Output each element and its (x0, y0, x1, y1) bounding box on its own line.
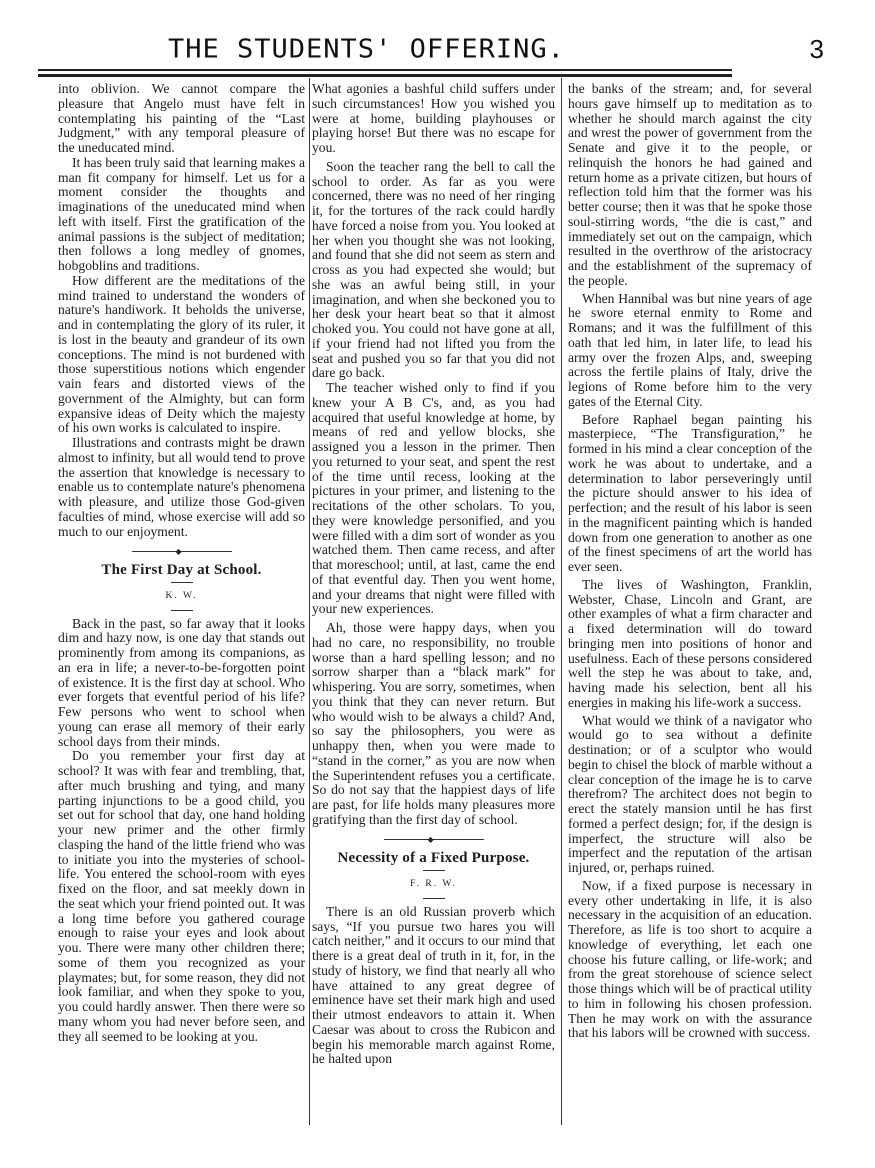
column-divider-2 (561, 78, 562, 1125)
paragraph: Now, if a fixed purpose is necessary in every other undertaking in life, it is also necessary in the acquisition of an education. Therefore, as life is too short to acquire a knowledge of everything, let each one choose his future calling, or life-work; and from the great storehouse of science select those things which will be of practical utility to him in following his chosen profession. Then he may work on with the assurance that his labors will be crowned with success. (568, 877, 812, 1041)
paragraph: Illustrations and contrasts might be drawn almost to infinity, but all would tend to prove the assertion that knowledge is necessary to enable us to contemplate nature's phenomena with pleasure, and utilize those God-given faculties of mind, whose exercise will add so much to our enjoyment. (58, 435, 305, 539)
header-rule-thin-right (290, 69, 732, 71)
paragraph: How different are the meditations of the mind trained to understand the wonders of nature's handiwork. It beholds the universe, and in contemplating the glory of its ruler, it is lost in the beauty and grandeur of its own conceptions. The mind is not burdened with those superstitious notions which engender vain fears and distorted views of the government of the Almighty, but can form expansive ideas of Deity which the majesty of his own works is calculated to inspire. (58, 272, 305, 436)
article-separator (312, 832, 555, 847)
paragraph: It has been truly said that learning makes a man fit company for himself. Let us for a moment consider the thoughts and imaginations of the uneducated mind when left with itself. First the gratification of the animal passions is the subject of meditation; then follows a long medley of gnomes, hobgoblins and traditions. (58, 154, 305, 273)
article-separator (58, 543, 305, 558)
ornament-rule-icon (132, 551, 232, 552)
paragraph: Ah, those were happy days, when you had no care, no responsibility, no trouble worse than a hard spelling lesson; and no sorrow sharper than a “black mark” for whispering. You are sorry, sometimes, when you think that they can never return. But who would wish to be always a child? And, so say the philosophers, you were as unhappy then, when you were made to “stand in the corner,” as you are now when the Superintendent refuses you a certificate. So do not say that the happiest days of life are past, for life holds many pleasures more gratifying than the first day of school. (312, 620, 555, 827)
article-title: The First Day at School. (101, 562, 262, 578)
paragraph: There is an old Russian proverb which says, “If you pursue two hares you will catch neither,” and it occurs to our mind that there is a great deal of truth in it, for, in the study of history, we find that nearly all who have attained to any great degree of eminence have set their mark high and used their utmost endeavors to attain it. When Caesar was about to cross the Rubicon and begin his memorable march against Rome, he halted upon (312, 903, 555, 1067)
paragraph: The lives of Washington, Franklin, Webster, Chase, Lincoln and Grant, are other examples of what a firm character and a fixed determination will do toward bringing men into positions of honor and usefulness. Each of these persons considered well the step he was about to take, and, having made his selection, bent all his energies in making his life-work a success. (568, 576, 812, 710)
paragraph: Do you remember your first day at school? It was with fear and trembling, that, after much brushing and tying, and many parting injunctions to be a good child, you set out for school that day, one hand holding your new primer and the other firmly clasping the hand of the little friend who was to initiate you into the mysteries of school-life. You entered the school-room with eyes fixed on the floor, and sat meekly down in the seat which your friend pointed out. It was a long time before you gathered courage enough to raise your eyes and look about you. There were many other children there; some of them you recognized as your playmates; but, for some reason, they did not look familiar, and when they spoke to you, you could hardly answer. Then there were so many whom you had never before seen, and they all seemed to be looking at you. (58, 748, 305, 1044)
paragraph: Back in the past, so far away that it looks dim and hazy now, is one day that stands out prominently from among its companions, as an era in life; a never-to-be-forgotten point of existence. It is the first day at school. Who ever forgets that eventful period of his life? Few persons who went to school when young can erase all memory of their early school days from their minds. (58, 615, 305, 749)
paragraph: The teacher wished only to find if you knew your A B C's, and, as you had acquired that useful knowledge at home, by means of red and yellow blocks, she assigned you a lesson in the primer. Then you returned to your seat, and spent the rest of the time until recess, looking at the pictures in your primer, and listening to the recitations of the other scholars. To you, they were knowledge personified, and you were filled with a dim sort of wonder as you watched them. Then came recess, and after that moreschool; until, at last, came the end of that eventful day. Then you went home, and your dreams that night were filled with your new experiences. (312, 380, 555, 617)
column-right (568, 82, 812, 1041)
paragraph: What agonies a bashful child suffers under such circumstances! How you wished you were at home, building playhouses or playing horse! But there was no escape for you. (312, 81, 555, 155)
ornament-rule-icon (384, 839, 484, 840)
column-middle (312, 82, 555, 1067)
header-rule-thick-right (290, 74, 732, 77)
short-rule (171, 582, 193, 583)
short-rule (171, 610, 193, 611)
page-number: 3 (809, 34, 824, 64)
short-rule (423, 898, 445, 899)
publication-title: THE STUDENTS' OFFERING. (168, 34, 565, 65)
paragraph: the banks of the stream; and, for several hours gave himself up to meditation as to whether he should march against the city and wrest the power of government from the Senate and give it to the people, or relinquish the honors he had gained and return home as a private citizen, but hours of reflection told him that the former was his better course; then it was that he spoke those soul-stirring words, “the die is cast,” and immediately set out on the campaign, which resulted in the overthrow of the aristocracy and the establishment of the supremacy of the people. (568, 81, 812, 288)
column-divider-1 (309, 78, 310, 1125)
article-title: Necessity of a Fixed Purpose. (337, 850, 530, 867)
byline: K. W. (165, 590, 198, 601)
paragraph: When Hannibal was but nine years of age he swore eternal enmity to Rome and Romans; and it was the fulfillment of this oath that led him, in later life, to lead his army over the frozen Alps, and, sweeping across the fertile plains of Italy, drive the legions of Rome before him to the very gates of the Eternal City. (568, 290, 812, 409)
short-rule (423, 870, 445, 871)
paragraph: Soon the teacher rang the bell to call the school to order. As far as you were concerned, there was no need of her ringing it, for the tortures of the rack could hardly have forced a noise from you. You looked at her when you thought she was not looking, and found that she did not seem as stern and cross as you had expected she would; but she was an awful being still, in your imagination, and when she beckoned you to her desk your heart beat so that it almost choked you. You could not have gone at all, if your friend had not lifted you from the seat and pushed you so far that you did not dare go back. (312, 158, 555, 381)
masthead (96, 32, 824, 68)
column-left (58, 82, 305, 1044)
byline: F. R. W. (410, 879, 457, 889)
paragraph: What would we think of a navigator who would go to sea without a definite destination; or of a sculptor who would begin to chisel the block of marble without a clear conception of the image he is to carve therefrom? The architect does not begin to erect the stately mansion until he has first formed a perfect design; for, if the design is imperfect, the structure will also be imperfect and the reputation of the artisan injured, or, perhaps ruined. (568, 712, 812, 875)
paragraph: into oblivion. We cannot compare the pleasure that Angelo must have felt in contemplating his painting of the “Last Judgment,” with any temporal pleasure of the uneducated mind. (58, 81, 305, 155)
paragraph: Before Raphael began painting his masterpiece, “The Transfiguration,” he formed in his mind a clear conception of the work he was about to undertake, and a determination to labor perseveringly until the picture should answer to his idea of perfection; and the result of his labor is seen in the magnificent painting which is handed down from one generation to another as one of the finest specimens of art the world has ever seen. (568, 411, 812, 574)
